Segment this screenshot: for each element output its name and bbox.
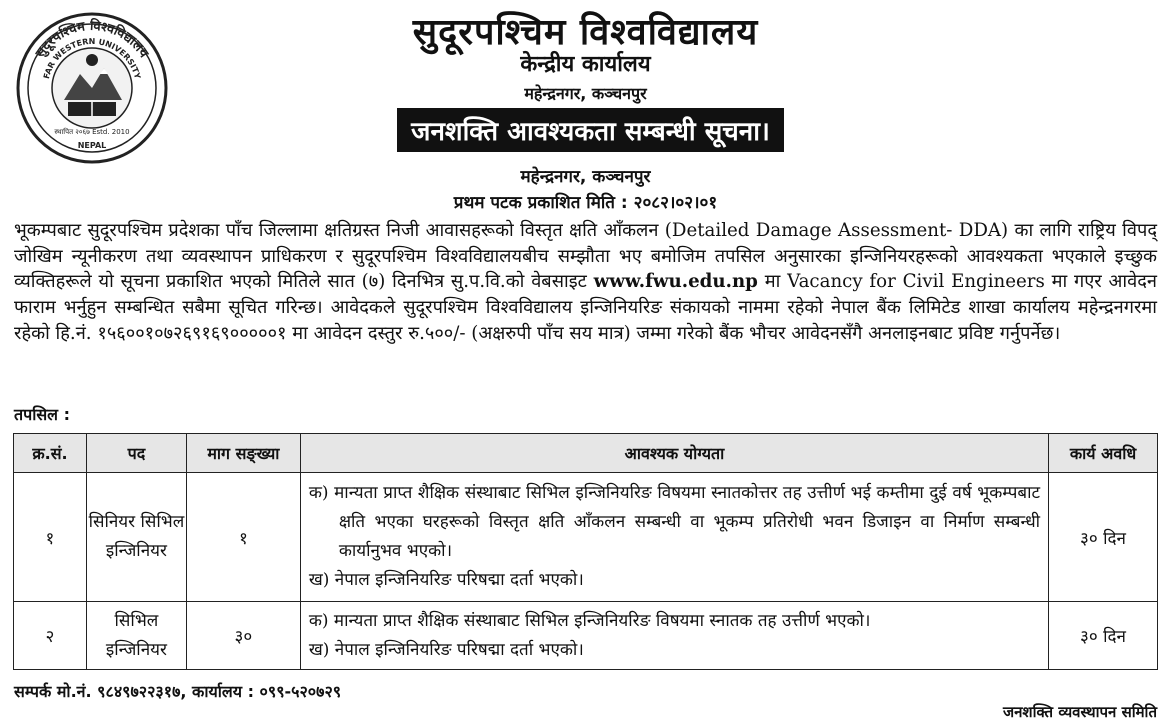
tapsil-label: तपसिल : xyxy=(14,405,70,424)
table-header-row xyxy=(14,434,1158,473)
row-count: १ xyxy=(186,473,300,602)
header-post: पद xyxy=(86,434,186,473)
seal-text-english: FAR WESTERN UNIVERSITY xyxy=(42,36,142,80)
header-location: महेन्द्रनगर, कञ्चनपुर xyxy=(524,84,647,103)
header-qualification: आवश्यक योग्यता xyxy=(300,434,1048,473)
contact-info: सम्पर्क मो.नं. ९८४९७२२३१७, कार्यालय : ०९९-५२०७२९ xyxy=(14,682,342,701)
body-part-1: भूकम्पबाट सुदूरपश्चिम प्रदेशका पाँच जिल्लामा क्षतिग्रस्त निजी आवासहरूको विस्तृत क्षति आँकलन (Detailed Damage Assessment- DDA) का लागि राष्ट्रिय विपद् जोखिम न्यूनीकरण तथा व्यवस्थापन प्राधिकरण र सुदूरपश्चिम विश्वविद्यालयबीच सम्झौता भए बमोजिम तपसिल अनुसारका इन्जिनियरहरूको आवश्यकता भएकाले इच्छुक व्यक्तिहरूले यो सूचना प्रकाशित भएको मितिले सात (७) दिनभित्र सु.प.वि.को वेबसाइट xyxy=(14,220,1157,293)
notice-body xyxy=(14,218,1157,347)
row-sn: १ xyxy=(14,473,87,602)
row-sn: २ xyxy=(14,602,87,670)
qualification-b: ख) नेपाल इन्जिनियरिङ परिषद्मा दर्ता भएको। xyxy=(308,639,584,660)
notice-location: महेन्द्रनगर, कञ्चनपुर xyxy=(520,167,651,187)
header-sn: क्र.सं. xyxy=(14,434,87,473)
qualification-b: ख) नेपाल इन्जिनियरिङ परिषद्मा दर्ता भएको। xyxy=(308,570,584,590)
header-duration: कार्य अवधि xyxy=(1049,434,1158,473)
row-count: ३० xyxy=(186,602,300,670)
seal-established: स्थापित २०६७ Estd. 2010 xyxy=(54,128,130,136)
seal-text-bottom: NEPAL xyxy=(77,141,107,150)
row-qualification xyxy=(300,602,1048,670)
qualification-a: क) मान्यता प्राप्त शैक्षिक संस्थाबाट सिभिल इन्जिनियरिङ विषयमा स्नातक तह उत्तीर्ण भएको। xyxy=(308,610,871,631)
notice-title: जनशक्ति आवश्यकता सम्बन्धी सूचना। xyxy=(397,108,784,152)
table-row xyxy=(14,473,1158,602)
body-part-2: मा Vacancy for Civil Engineers मा गएर आवेदन फाराम भर्नुहुन सम्बन्धित सबैमा सूचित गरिन्छ। आवेदकले सुदूरपश्चिम विश्वविद्यालय इन्जिनियरिङ संकायको नाममा रहेको नेपाल बैंक लिमिटेड शाखा कार्यालय महेन्द्रनगरमा रहेको हि.नं. १५६००१०७२६९१६९०००००१ मा आवेदन दस्तुर रु.५००/- (अक्षरुपी पाँच सय मात्र) जम्मा गरेको बैंक भौचर आवेदनसँगै अनलाइनबाट प्रविष्ट गर्नुपर्नेछ। xyxy=(14,271,1157,344)
row-post: सिभिल इन्जिनियर xyxy=(86,602,186,670)
vacancy-table xyxy=(13,433,1158,670)
office-name: केन्द्रीय कार्यालय xyxy=(520,52,651,77)
publish-date: प्रथम पटक प्रकाशित मिति : २०८२।०२।०१ xyxy=(453,193,718,213)
row-duration: ३० दिन xyxy=(1049,602,1158,670)
notice-banner xyxy=(0,108,1171,152)
university-name: सुदूरपश्चिम विश्वविद्यालय xyxy=(412,12,759,53)
table-row xyxy=(14,602,1158,670)
qualification-a: क) मान्यता प्राप्त शैक्षिक संस्थाबाट सिभिल इन्जिनियरिङ विषयमा स्नातकोत्तर तह उत्तीर्ण भई कम्तीमा दुई वर्ष भूकम्पबाट क्षति भएका घरहरूको विस्तृत क्षति आँकलन सम्बन्धी वा भूकम्प प्रतिरोधी भवन डिजाइन वा निर्माण सम्बन्धी कार्यानुभव भएको। xyxy=(308,483,1041,561)
row-post: सिनियर सिभिल इन्जिनियर xyxy=(86,473,186,602)
header-count: माग सङ्ख्या xyxy=(186,434,300,473)
row-duration: ३० दिन xyxy=(1049,473,1158,602)
row-qualification xyxy=(300,473,1048,602)
seal-text-top: सुदूरपश्चिम विश्वविद्यालय xyxy=(32,18,152,61)
website-link[interactable]: www.fwu.edu.np xyxy=(593,271,758,293)
committee-name: जनशक्ति व्यवस्थापन समिति xyxy=(1002,703,1157,721)
